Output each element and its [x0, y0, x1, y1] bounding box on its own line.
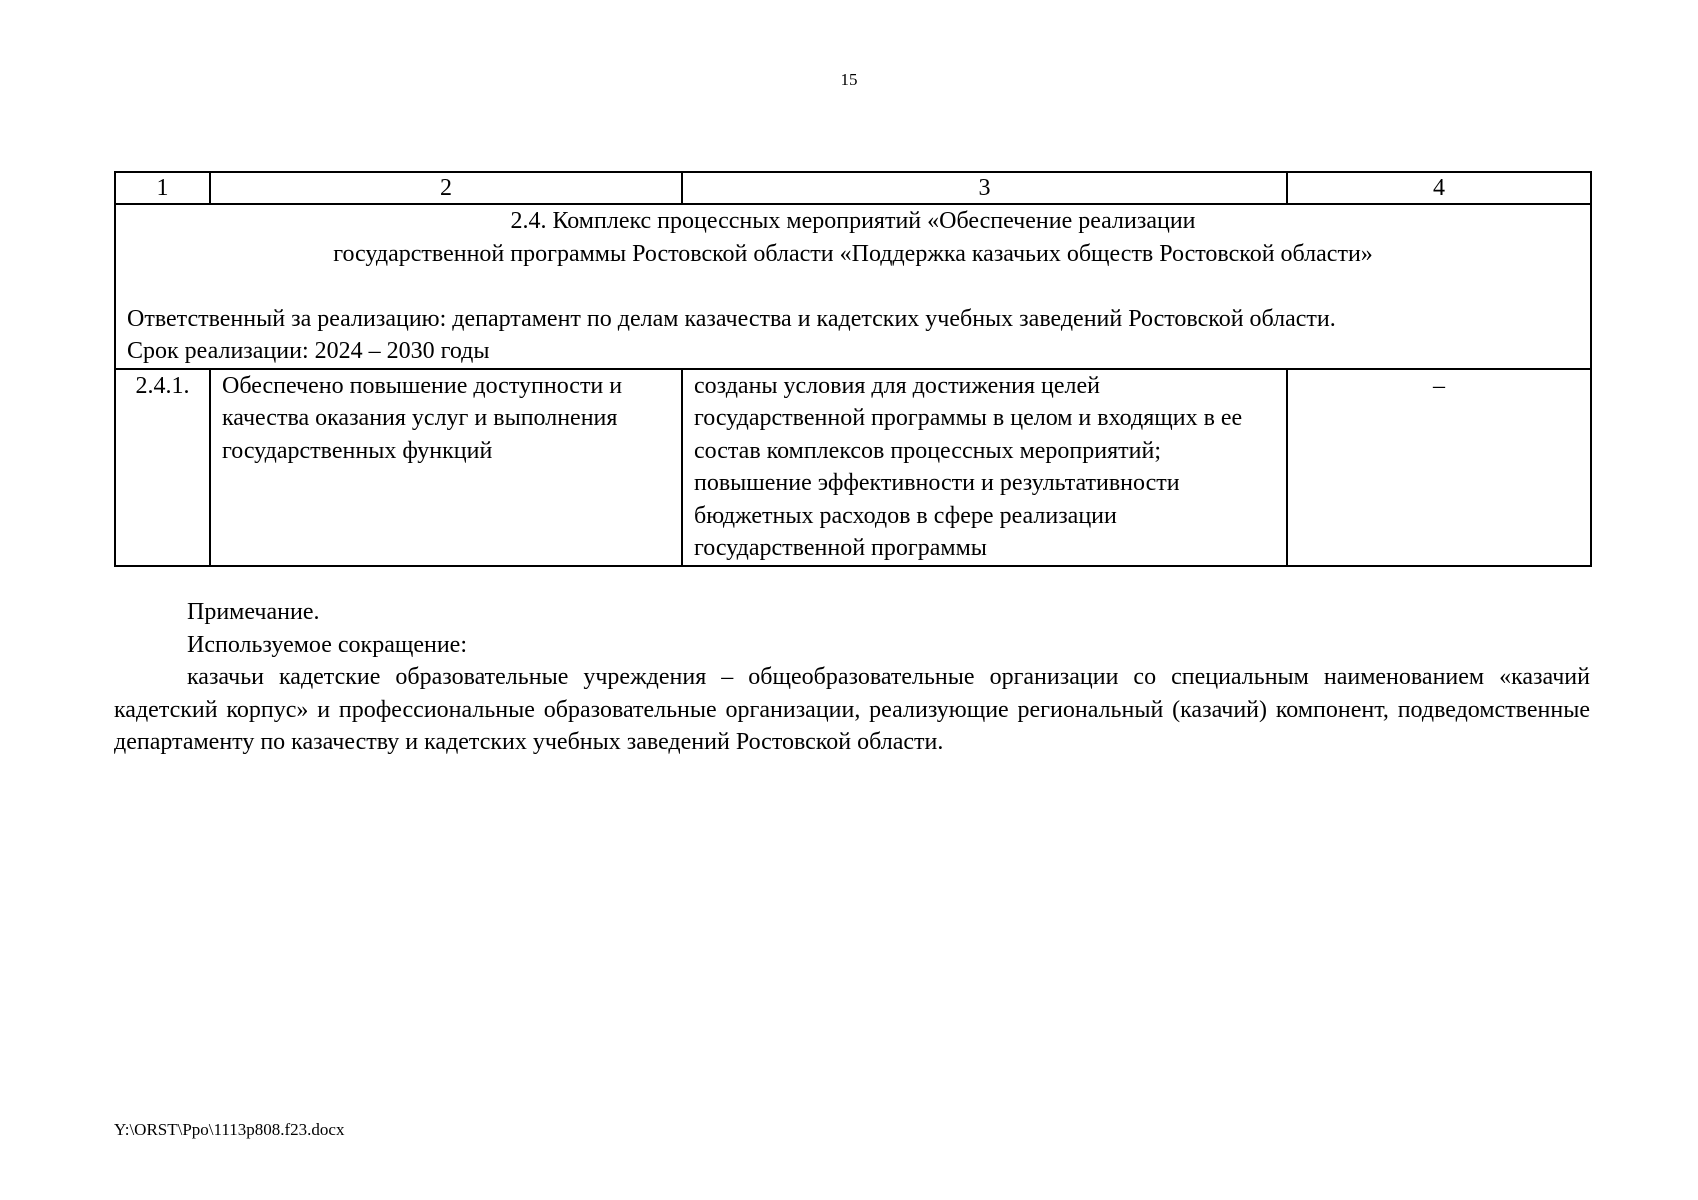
page-number: 15	[840, 70, 858, 89]
row-col4-value: –	[1287, 369, 1591, 566]
section-row	[115, 204, 1591, 369]
notes-heading: Примечание.	[187, 599, 320, 625]
row-number: 2.4.1.	[115, 369, 210, 566]
section-spacer	[127, 270, 1579, 303]
notes-block	[114, 596, 1590, 759]
row-task: Обеспечено повышение доступности и качества оказания услуг и выполнения государственных функций	[210, 369, 682, 566]
section-period: Срок реализации: 2024 – 2030 годы	[127, 338, 490, 364]
section-title-line-2: государственной программы Ростовской области «Поддержка казачьих обществ Ростовской области»	[333, 240, 1373, 267]
header-col-1: 1	[115, 172, 210, 204]
section-cell	[115, 204, 1591, 369]
abbreviation-text: казачьи кадетские образовательные учреждения – общеобразовательные организации со специальным наименованием «казачий кадетский корпус» и профессиональные образовательные организации, реализующие региональный (казачий) компонент, подведомственные департаменту по казачеству и кадетских учебных заведений Ростовской области.	[114, 664, 1590, 755]
header-col-2: 2	[210, 172, 682, 204]
measures-table	[114, 171, 1592, 567]
header-col-4: 4	[1287, 172, 1591, 204]
section-responsible: Ответственный за реализацию: департамент по делам казачества и кадетских учебных заведений Ростовской области.	[127, 305, 1336, 332]
table-header-row	[115, 172, 1591, 204]
row-description: созданы условия для достижения целей государственной программы в целом и входящих в ее состав комплексов процессных мероприятий; повышение эффективности и результативности бюджетных расходов в сфере реализации государственной программы	[682, 369, 1287, 566]
footer-file-path: Y:\ORST\Ppo\1113p808.f23.docx	[114, 1120, 345, 1139]
section-title-line-1: 2.4. Комплекс процессных мероприятий «Обеспечение реализации	[510, 208, 1196, 234]
header-col-3: 3	[682, 172, 1287, 204]
abbreviation-heading: Используемое сокращение:	[187, 631, 467, 658]
table-row	[115, 369, 1591, 566]
